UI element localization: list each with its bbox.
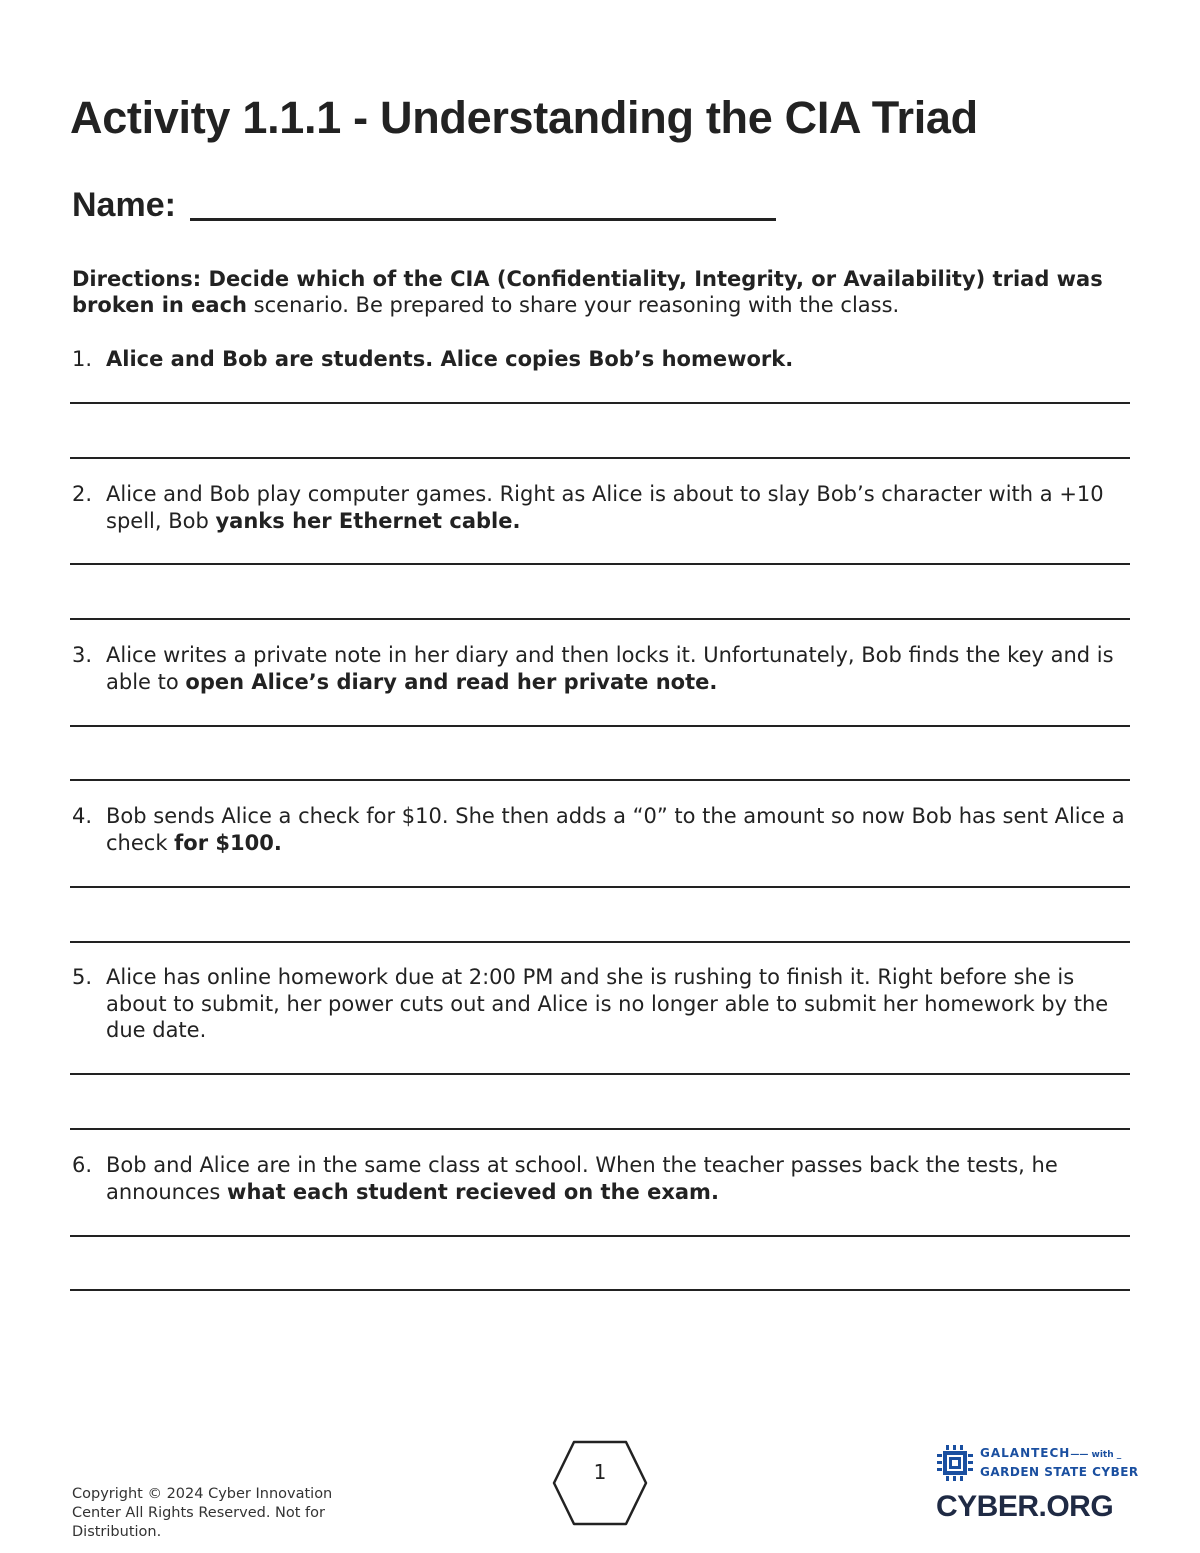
answer-line[interactable] xyxy=(70,1073,1130,1075)
question-3 xyxy=(72,642,1132,695)
chip-logo-icon xyxy=(936,1444,974,1482)
answer-line[interactable] xyxy=(70,1235,1130,1237)
question-4 xyxy=(72,803,1132,856)
question-text: Bob sends Alice a check for $10. She then adds a “0” to the amount so now Bob has sent Alice a check xyxy=(106,804,1125,855)
question-text: Bob and Alice are in the same class at school. When the teacher passes back the tests, he announces xyxy=(106,1153,1058,1204)
answer-line[interactable] xyxy=(70,1289,1130,1291)
answer-line[interactable] xyxy=(70,725,1130,727)
question-number: 3. xyxy=(72,643,93,667)
with-label: with xyxy=(1091,1450,1114,1460)
question-bold-text: open Alice’s diary and read her private note. xyxy=(185,669,718,694)
name-label: Name: xyxy=(72,186,176,224)
answer-line[interactable] xyxy=(70,402,1130,404)
question-text: Alice writes a private note in her diary and then locks it. Unfortunately, Bob finds the key and is able to xyxy=(106,643,1114,694)
question-bold-text: yanks her Ethernet cable. xyxy=(215,508,521,533)
question-bold-text: for $100. xyxy=(174,830,282,855)
galantech-logo-text: GALANTECH—— with _ xyxy=(980,1446,1122,1460)
question-5 xyxy=(72,964,1132,1044)
question-6 xyxy=(72,1152,1132,1205)
answer-line[interactable] xyxy=(70,779,1130,781)
answer-line[interactable] xyxy=(70,886,1130,888)
directions-plain-text: scenario. Be prepared to share your reasoning with the class. xyxy=(247,293,900,317)
question-text: Alice and Bob play computer games. Right as Alice is about to slay Bob’s character with a +10 spell, Bob xyxy=(106,482,1104,533)
name-blank-line[interactable] xyxy=(190,218,776,221)
question-number: 4. xyxy=(72,804,93,828)
question-bold-text: what each student recieved on the exam. xyxy=(227,1179,719,1204)
question-2 xyxy=(72,481,1132,534)
question-number: 5. xyxy=(72,965,93,989)
answer-line[interactable] xyxy=(70,941,1130,943)
cyberorg-logo: CYBER.ORG xyxy=(936,1490,1114,1523)
question-number: 6. xyxy=(72,1153,93,1177)
garden-state-cyber-logo-text: GARDEN STATE CYBER xyxy=(980,1465,1139,1479)
galantech-label: GALANTECH xyxy=(980,1446,1071,1460)
question-number: 1. xyxy=(72,347,93,371)
page-title: Activity 1.1.1 - Understanding the CIA Triad xyxy=(70,92,978,143)
answer-line[interactable] xyxy=(70,457,1130,459)
copyright-notice: Copyright © 2024 Cyber Innovation Center All Rights Reserved. Not for Distribution. xyxy=(72,1486,333,1540)
answer-line[interactable] xyxy=(70,563,1130,565)
page-number: 1 xyxy=(593,1460,607,1484)
question-bold-text: Alice and Bob are students. Alice copies Bob’s homework. xyxy=(106,347,794,371)
question-1 xyxy=(72,346,1132,373)
answer-line[interactable] xyxy=(70,1128,1130,1130)
directions-label: Directions xyxy=(72,267,193,291)
question-text: Alice has online homework due at 2:00 PM and she is rushing to finish it. Right before she is about to submit, her power cuts out and Alice is no longer able to submit her homework by the due date. xyxy=(106,965,1109,1042)
answer-line[interactable] xyxy=(70,618,1130,620)
question-number: 2. xyxy=(72,482,93,506)
directions xyxy=(72,266,1132,318)
directions-bold-text: : Decide which of the CIA (Confidentiality, Integrity, or Availability) triad was broken in each xyxy=(72,267,1103,317)
